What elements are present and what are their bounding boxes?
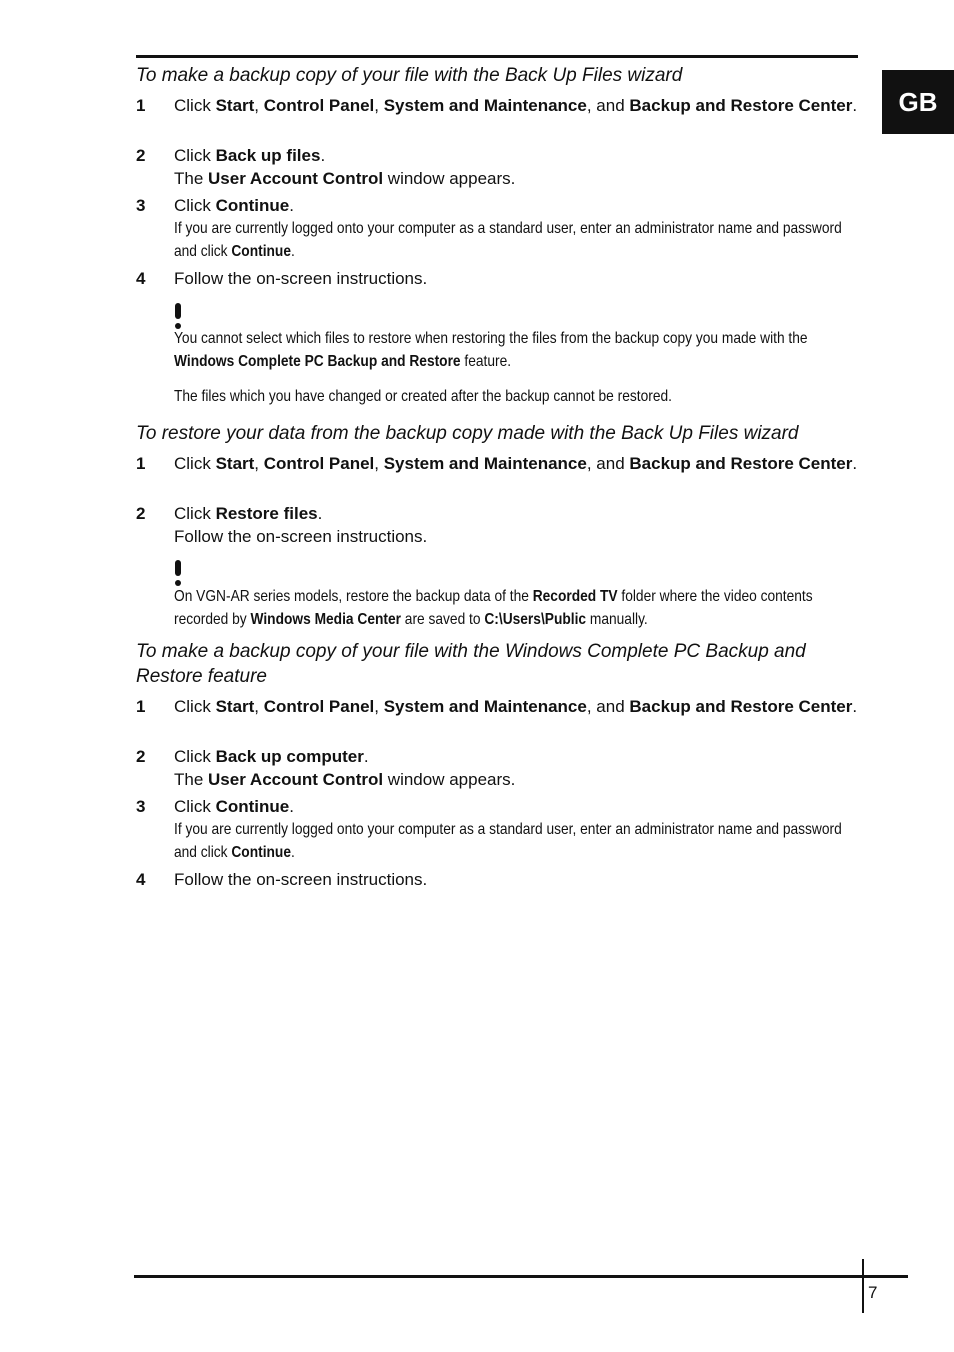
step-number: 1 bbox=[136, 454, 146, 473]
bottom-rule bbox=[134, 1275, 908, 1278]
step-result-text: Follow the on-screen instructions. bbox=[174, 527, 428, 546]
page-number-divider bbox=[862, 1259, 864, 1313]
caution-note bbox=[174, 327, 858, 408]
step-number: 3 bbox=[136, 797, 146, 816]
top-rule bbox=[136, 55, 858, 58]
step-text: Click Restore files. bbox=[174, 504, 323, 523]
step-text: Click Start, Control Panel, System and Maintenance, and Backup and Restore Center. bbox=[174, 96, 858, 115]
caution-text: The files which you have changed or created after the backup cannot be restored. bbox=[174, 388, 672, 405]
step-number: 4 bbox=[136, 269, 146, 288]
caution-note bbox=[174, 585, 858, 631]
step-number: 2 bbox=[136, 504, 146, 523]
caution-text: On VGN-AR series models, restore the backup data of the Recorded TV folder where the video contents recorded by Windows Media Center are saved to C:\Users\Public manually. bbox=[174, 588, 813, 628]
step-number: 3 bbox=[136, 196, 146, 215]
section-heading: To restore your data from the backup copy made with the Back Up Files wizard bbox=[136, 423, 799, 444]
step-text: Click Start, Control Panel, System and Maintenance, and Backup and Restore Center. bbox=[174, 697, 858, 716]
step-result-text: The User Account Control window appears. bbox=[174, 169, 516, 188]
step-text: Click Continue. bbox=[174, 797, 294, 816]
step-number: 2 bbox=[136, 146, 146, 165]
step-result-text: The User Account Control window appears. bbox=[174, 770, 516, 789]
page-number: 7 bbox=[868, 1283, 878, 1302]
step-number: 2 bbox=[136, 747, 146, 766]
step-text: Click Back up computer. bbox=[174, 747, 369, 766]
step-text: Click Continue. bbox=[174, 196, 294, 215]
section-heading: To make a backup copy of your file with the Back Up Files wizard bbox=[136, 65, 683, 86]
step-note: If you are currently logged onto your computer as a standard user, enter an administrator name and password and click Continue. bbox=[174, 821, 842, 861]
step-number: 1 bbox=[136, 96, 146, 115]
step-number: 4 bbox=[136, 870, 146, 889]
section-heading: To make a backup copy of your file with the Windows Complete PC Backup and Restore feature bbox=[136, 641, 806, 687]
step-text: Follow the on-screen instructions. bbox=[174, 870, 428, 889]
caution-text: You cannot select which files to restore when restoring the files from the backup copy you made with the Windows Complete PC Backup and Restore feature. bbox=[174, 330, 808, 370]
step-number: 1 bbox=[136, 697, 146, 716]
step-text: Click Back up files. bbox=[174, 146, 326, 165]
language-tab: GB bbox=[882, 70, 954, 134]
step-text: Click Start, Control Panel, System and Maintenance, and Backup and Restore Center. bbox=[174, 454, 858, 473]
step-text: Follow the on-screen instructions. bbox=[174, 269, 428, 288]
step-note: If you are currently logged onto your computer as a standard user, enter an administrator name and password and click Continue. bbox=[174, 220, 842, 260]
